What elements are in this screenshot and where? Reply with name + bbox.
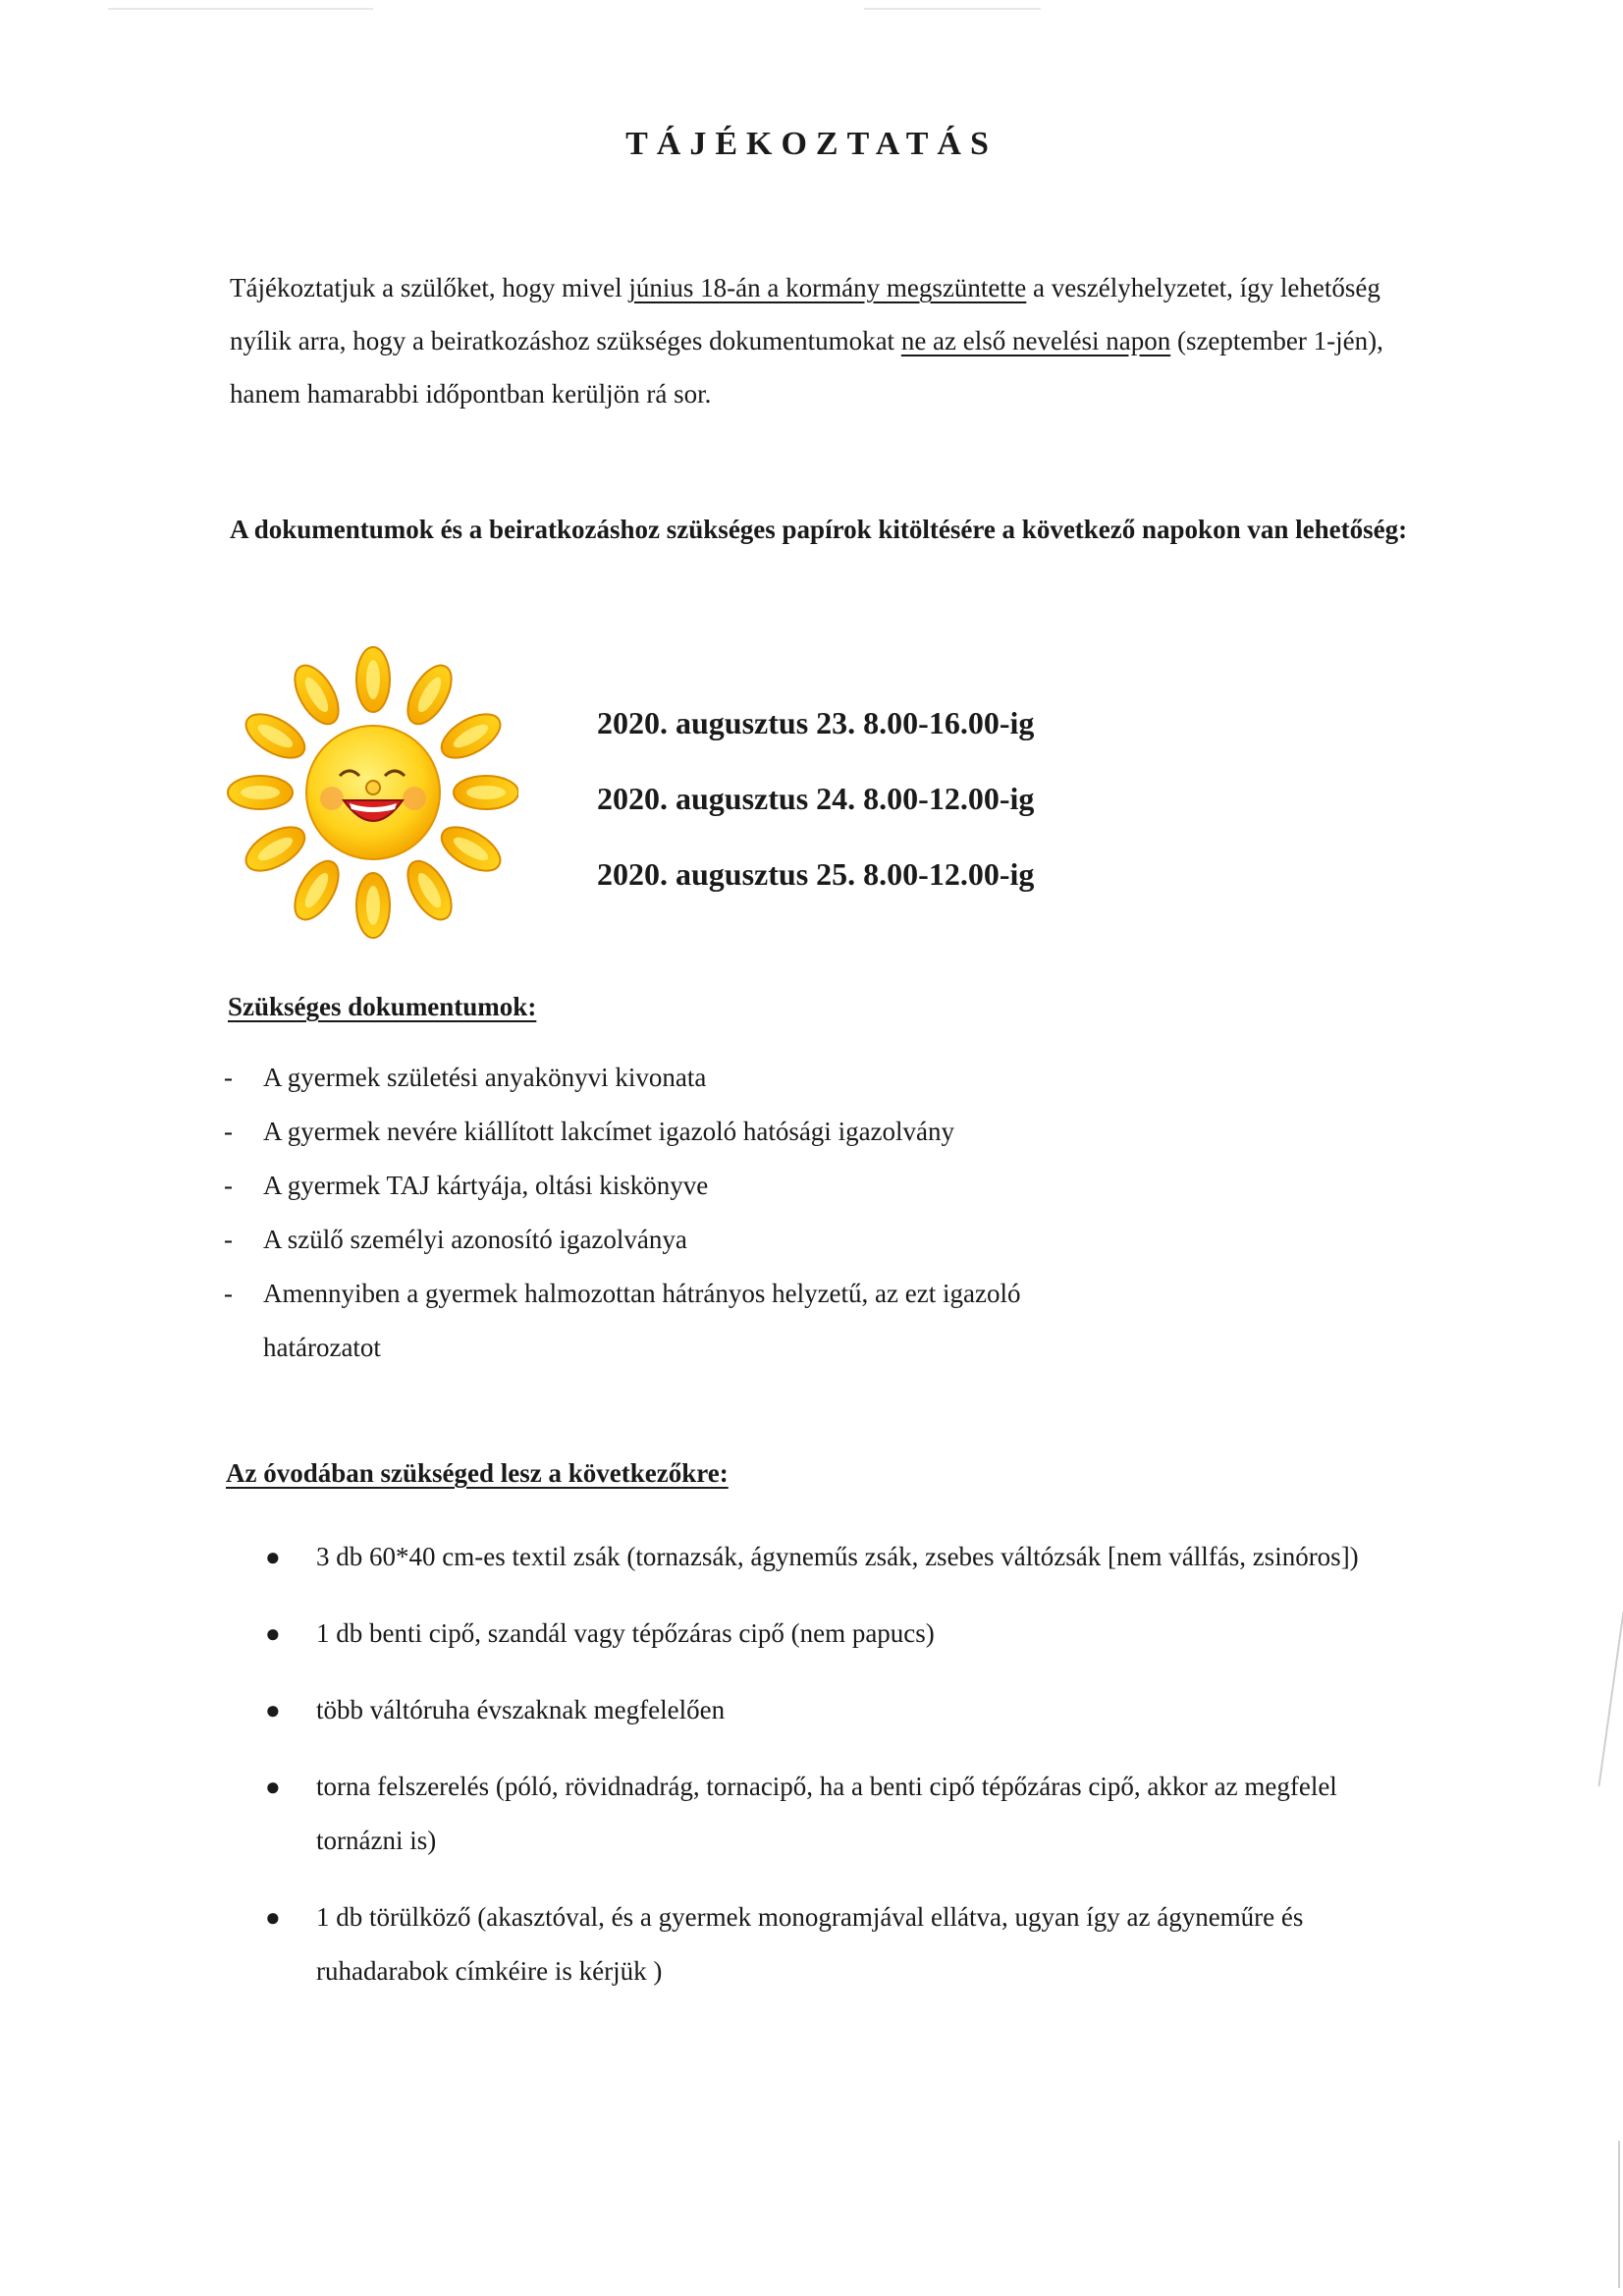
bullet-marker: ● — [265, 1696, 281, 1724]
list-item — [224, 1105, 1353, 1159]
dash-marker: - — [224, 1171, 233, 1200]
intro-text-2: a veszélyhelyzetet, így lehetőség nyílik arra, hogy a beiratkozáshoz szükséges dokumentumokat — [230, 273, 1380, 355]
bullet-marker: ● — [265, 1543, 281, 1571]
list-item — [224, 1267, 1353, 1375]
scan-artifact — [1618, 2141, 1620, 2288]
page-title: TÁJÉKOZTATÁS — [625, 126, 998, 162]
list-item — [265, 1530, 1414, 1584]
list-item-text: több váltóruha évszaknak megfelelően — [316, 1695, 726, 1724]
intro-underlined-2: ne az első nevelési napon — [900, 326, 1171, 355]
scan-artifact — [1597, 1612, 1623, 1787]
bullet-marker: ● — [265, 1773, 281, 1801]
scan-artifact — [108, 8, 373, 10]
intro-text-3: (szeptember 1-jén), hanem hamarabbi időpontban kerüljön rá sor. — [230, 326, 1383, 409]
needs-heading: Az óvodában szükséged lesz a következőkre: — [226, 1458, 729, 1488]
list-item-text: A gyermek születési anyakönyvi kivonata — [263, 1063, 707, 1092]
sun-ray-highlight — [366, 660, 380, 699]
notice-paragraph: A dokumentumok és a beiratkozáshoz szükséges papírok kitöltésére a következő napokon van lehetőség: — [230, 515, 1408, 544]
date-item: 2020. augusztus 24. 8.00-12.00-ig — [597, 781, 1035, 816]
needs-list — [265, 1530, 1414, 2021]
dash-marker: - — [224, 1063, 233, 1092]
list-item — [224, 1159, 1353, 1213]
dash-marker: - — [224, 1279, 233, 1308]
list-item-text: Amennyiben a gyermek halmozottan hátrányos helyzetű, az ezt igazoló határozatot — [263, 1279, 1021, 1362]
intro-underlined-1: június 18-án a kormány megszüntette — [628, 273, 1027, 302]
list-item — [265, 1607, 1414, 1661]
sun-right-cheek — [403, 787, 426, 810]
bullet-marker: ● — [265, 1903, 281, 1932]
date-item: 2020. augusztus 25. 8.00-12.00-ig — [597, 856, 1035, 892]
list-item — [265, 1890, 1414, 1998]
sun-ray-highlight — [366, 886, 380, 925]
sun-left-cheek — [320, 787, 344, 810]
list-item — [265, 1760, 1414, 1868]
documents-list — [224, 1051, 1353, 1375]
sun-ray-highlight — [241, 786, 280, 799]
sun-nose — [366, 781, 380, 794]
list-item-text: 3 db 60*40 cm-es textil zsák (tornazsák, ágyneműs zsák, zsebes váltózsák [nem vállfás, zsinóros]) — [316, 1542, 1359, 1571]
dash-marker: - — [224, 1117, 233, 1146]
dates-list — [597, 685, 1034, 912]
bullet-marker: ● — [265, 1619, 281, 1648]
dash-marker: - — [224, 1225, 233, 1254]
list-item-text: A szülő személyi azonosító igazolványa — [263, 1225, 687, 1254]
list-item-text: A gyermek nevére kiállított lakcímet igazoló hatósági igazolvány — [263, 1117, 955, 1146]
smiling-sun-icon — [224, 638, 518, 943]
list-item — [265, 1683, 1414, 1737]
intro-paragraph — [230, 261, 1408, 420]
sun-ray-highlight — [466, 786, 506, 799]
list-item-text: torna felszerelés (póló, rövidnadrág, tornacipő, ha a benti cipő tépőzáras cipő, akkor az megfelel tornázni is) — [316, 1772, 1337, 1855]
intro-text-1: Tájékoztatjuk a szülőket, hogy mivel — [230, 273, 629, 302]
date-item: 2020. augusztus 23. 8.00-16.00-ig — [597, 705, 1035, 740]
list-item-text: 1 db benti cipő, szandál vagy tépőzáras cipő (nem papucs) — [316, 1618, 935, 1648]
list-item-text: A gyermek TAJ kártyája, oltási kiskönyve — [263, 1171, 709, 1200]
list-item — [224, 1213, 1353, 1267]
documents-heading: Szükséges dokumentumok: — [228, 992, 537, 1021]
list-item-text: 1 db törülköző (akasztóval, és a gyermek monogramjával ellátva, ugyan így az ágyneműre és ruhadarabok címkéire is kérjük ) — [316, 1902, 1304, 1986]
list-item — [224, 1051, 1353, 1105]
scan-artifact — [864, 8, 1041, 10]
